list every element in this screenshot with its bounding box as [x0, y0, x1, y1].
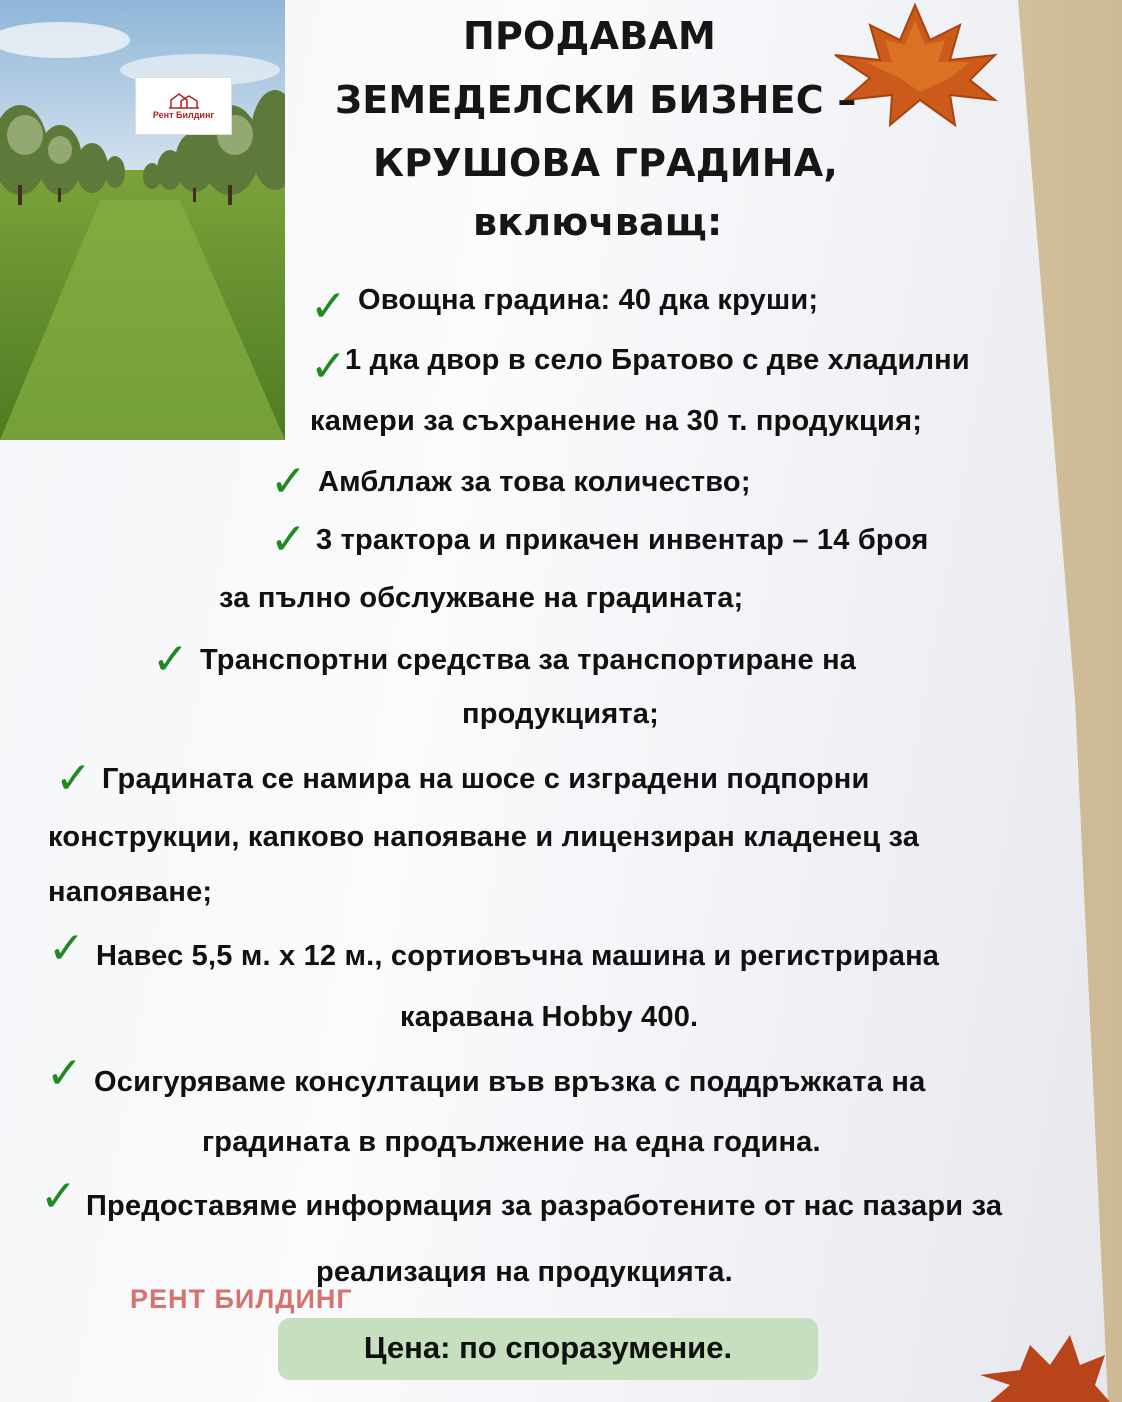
title-line-2: ЗЕМЕДЕЛСКИ БИЗНЕС –: [335, 78, 857, 122]
checkmark-icon: ✓: [46, 1048, 83, 1099]
title-line-3: КРУШОВА ГРАДИНА,: [373, 141, 839, 185]
item-markets-line-1: Предоставяме информация за разработените от нас пазари за: [86, 1190, 1003, 1222]
item-packaging: Амбллаж за това количество;: [318, 466, 751, 498]
item-transport-line-1: Транспортни средства за транспортиране на: [200, 644, 857, 676]
house-logo-icon: [167, 92, 201, 110]
item-consulting-line-1: Осигуряваме консултации във връзка с поддръжката на: [94, 1066, 926, 1098]
watermark-text: РЕНТ БИЛДИНГ: [130, 1284, 353, 1314]
item-tractors-line-2: за пълно обслужване на градината;: [219, 582, 744, 614]
price-text: Цена: по споразумение.: [363, 1330, 733, 1365]
checkmark-icon: ✓: [310, 281, 347, 332]
item-yard-line-2: камери за съхранение на 30 т. продукция;: [310, 405, 923, 437]
checkmark-icon: ✓: [48, 923, 85, 974]
logo-text: Рент Билдинг: [152, 110, 215, 120]
item-shed-line-1: Навес 5,5 м. х 12 м., сортиовъчна машина и регистрирана: [96, 940, 940, 972]
item-consulting-line-2: градината в продължение на една година.: [202, 1126, 821, 1158]
checkmark-icon: ✓: [310, 341, 347, 392]
maple-leaf-bottom-icon: [960, 1330, 1110, 1402]
checkmark-icon: ✓: [40, 1171, 77, 1222]
checkmark-icon: ✓: [270, 514, 307, 565]
item-orchard: Овощна градина: 40 дка круши;: [358, 284, 819, 316]
item-tractors-line-1: 3 трактора и прикачен инвентар – 14 броя: [316, 524, 929, 556]
item-markets-line-2: реализация на продукцията.: [316, 1256, 733, 1288]
checkmark-icon: ✓: [270, 456, 307, 507]
item-location-line-3: напояване;: [48, 876, 213, 908]
title-line-4: включващ:: [473, 200, 723, 244]
item-location-line-1: Градината се намира на шосе с изградени подпорни: [102, 763, 870, 795]
item-location-line-2: конструкции, капково напояване и лицензиран кладенец за: [48, 821, 920, 853]
company-logo: [135, 77, 232, 135]
checkmark-icon: ✓: [55, 753, 92, 804]
item-shed-line-2: каравана Hobby 400.: [400, 1001, 699, 1033]
title-line-1: ПРОДАВАМ: [463, 14, 716, 58]
checkmark-icon: ✓: [152, 634, 189, 685]
item-transport-line-2: продукцията;: [462, 698, 659, 730]
item-yard-line-1: 1 дка двор в село Братово с две хладилни: [345, 344, 970, 376]
orchard-photo: [0, 0, 285, 440]
price-box: [278, 1318, 818, 1380]
